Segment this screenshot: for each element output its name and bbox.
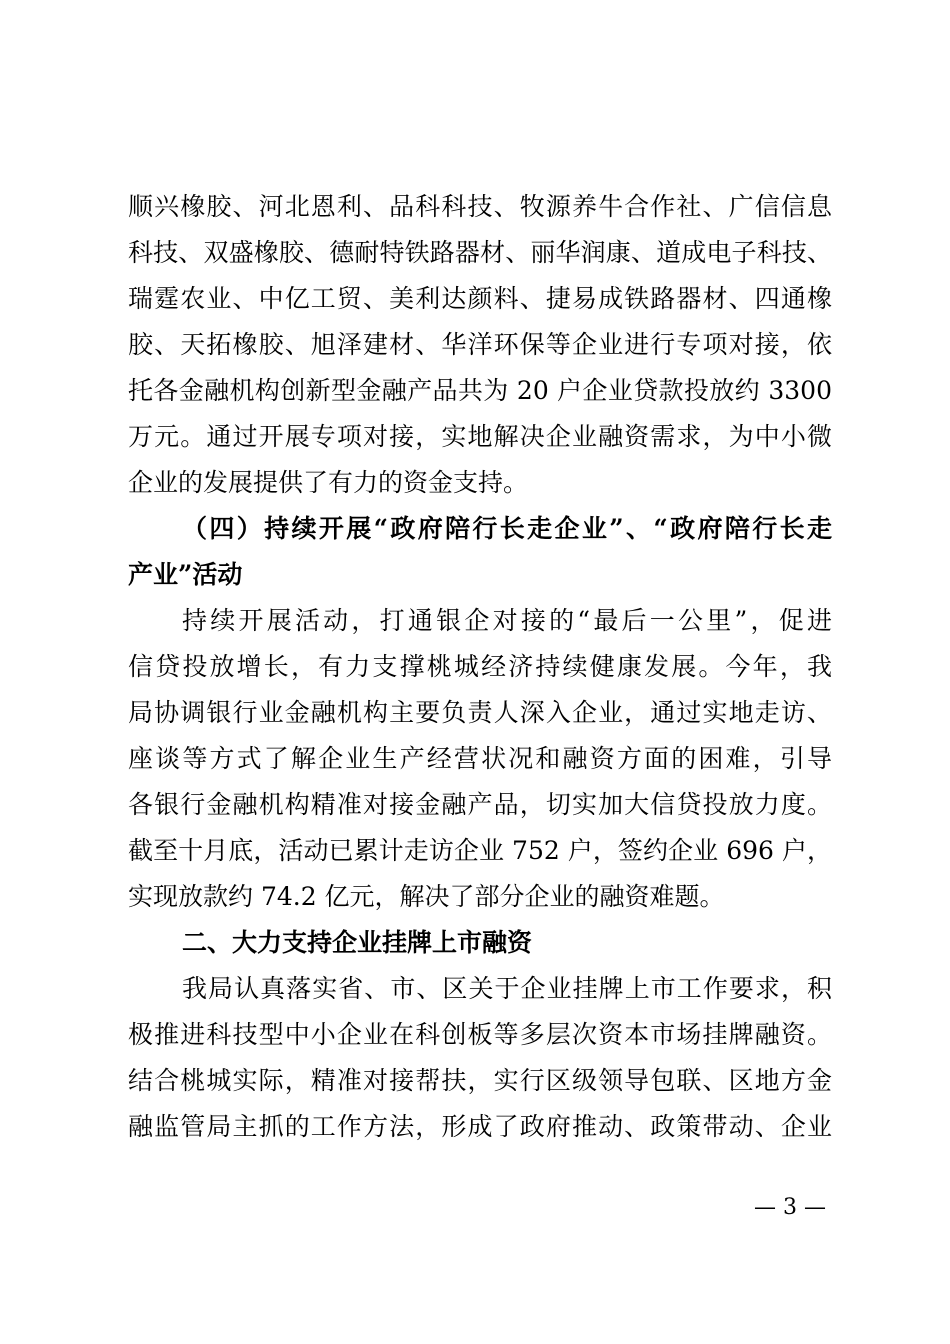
- body-line-20: 结合桃城实际，精准对接帮扶，实行区级领导包联、区地方金: [128, 1066, 832, 1095]
- body-line-10: 持续开展活动，打通银企对接的“最后一公里”，促进: [182, 606, 832, 635]
- body-line-7: 企业的发展提供了有力的资金支持。: [128, 468, 529, 497]
- body-line-15: 截至十月底，活动已累计走访企业 752 户，签约企业 696 户，: [128, 836, 832, 865]
- body-line-4: 胶、天拓橡胶、旭泽建材、华洋环保等企业进行专项对接，依: [128, 330, 832, 359]
- subheading-4-line-2: 产业”活动: [128, 560, 243, 589]
- body-line-5: 托各金融机构创新型金融产品共为 20 户企业贷款投放约 3300: [128, 376, 832, 405]
- body-line-13: 座谈等方式了解企业生产经营状况和融资方面的困难，引导: [128, 744, 832, 773]
- body-line-12: 局协调银行业金融机构主要负责人深入企业，通过实地走访、: [128, 698, 832, 727]
- body-line-1: 顺兴橡胶、河北恩利、品科科技、牧源养牛合作社、广信信息: [128, 192, 832, 221]
- body-line-21: 融监管局主抓的工作方法，形成了政府推动、政策带动、企业: [128, 1112, 832, 1141]
- body-line-16: 实现放款约 74.2 亿元，解决了部分企业的融资难题。: [128, 882, 725, 911]
- body-line-6: 万元。通过开展专项对接，实地解决企业融资需求，为中小微: [128, 422, 832, 451]
- subheading-4-line-1: （四）持续开展“政府陪行长走企业”、“政府陪行长走: [182, 514, 832, 543]
- body-line-3: 瑞霆农业、中亿工贸、美利达颜料、捷易成铁路器材、四通橡: [128, 284, 832, 313]
- body-line-18: 我局认真落实省、市、区关于企业挂牌上市工作要求，积: [182, 974, 832, 1003]
- body-line-2: 科技、双盛橡胶、德耐特铁路器材、丽华润康、道成电子科技、: [128, 238, 832, 267]
- body-line-19: 极推进科技型中小企业在科创板等多层次资本市场挂牌融资。: [128, 1020, 832, 1049]
- section-heading-2: 二、大力支持企业挂牌上市融资: [182, 928, 533, 957]
- body-line-14: 各银行金融机构精准对接金融产品，切实加大信贷投放力度。: [128, 790, 832, 819]
- page-number: — 3 —: [754, 1195, 826, 1220]
- body-line-11: 信贷投放增长，有力支撑桃城经济持续健康发展。今年，我: [128, 652, 832, 681]
